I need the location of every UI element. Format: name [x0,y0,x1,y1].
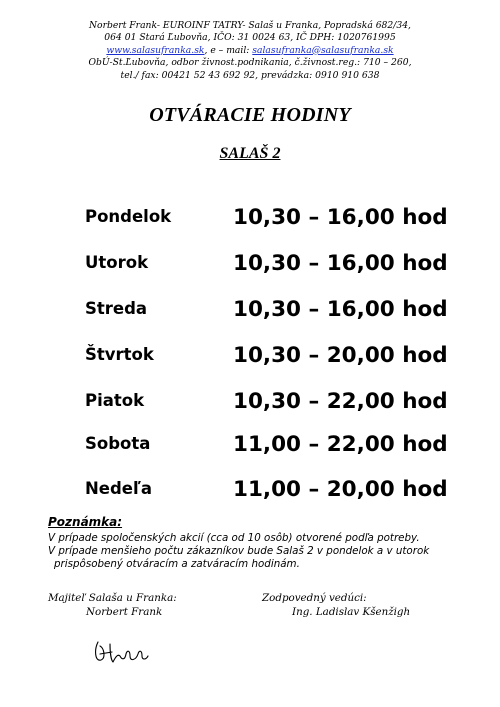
day-label: Utorok [85,253,149,272]
day-label: Sobota [85,434,151,453]
manager-name: Ing. Ladislav Kšenžigh [292,606,411,618]
day-label: Pondelok [85,207,172,226]
hours-value: 10,30 – 20,00 hod [233,343,448,368]
schedule-row [85,462,485,502]
header-line-1: Norbert Frank- EUROINF TATRY- Salaš u Franka, Popradská 682/34, [89,20,411,31]
schedule-row [85,328,485,368]
header-line-2: 064 01 Stará Ľubovňa, IČO: 31 0024 63, IČ DPH: 1020761995 [104,32,396,44]
header-line-3-text: , e – mail: [204,44,253,56]
hours-value: 11,00 – 20,00 hod [233,477,448,502]
day-label: Nedeľa [85,479,153,498]
page-title: OTVÁRACIE HODINY [149,104,351,126]
manager-block [262,591,410,619]
hours-value: 10,30 – 22,00 hod [233,389,448,414]
note-text [48,532,488,571]
hours-value: 11,00 – 22,00 hod [233,432,448,457]
page-subtitle: SALAŠ 2 [219,145,281,162]
note-line-3: prispôsobený otváracím a zatváracím hodinám. [54,558,300,570]
day-label: Štvrtok [85,345,154,364]
header-line-3 [0,45,500,57]
manager-role: Zodpovedný vedúci: [262,592,367,604]
owner-name: Norbert Frank [86,606,163,618]
note-title: Poznámka: [48,515,123,529]
schedule-row [85,236,485,276]
hours-value: 10,30 – 16,00 hod [233,205,448,230]
header-line-4: ObÚ-St.Ľubovňa, odbor živnost.podnikania, č.živnost.reg.: 710 – 260, [88,57,412,69]
schedule-row [85,374,485,414]
schedule-row [85,190,485,230]
owner-role: Majiteľ Salaša u Franka: [48,592,177,604]
header-line-5: tel./ fax: 00421 52 43 692 92, prevádzka: 0910 910 638 [120,69,380,81]
schedule-row [85,417,485,457]
signature-image [92,636,152,668]
website-link[interactable]: www.salasufranka.sk [106,44,205,56]
day-label: Piatok [85,391,145,410]
note-line-1: V prípade spoločenských akcií (cca od 10 osôb) otvorené podľa potreby. [48,532,420,544]
hours-value: 10,30 – 16,00 hod [233,251,448,276]
schedule-row [85,282,485,322]
hours-value: 10,30 – 16,00 hod [233,297,448,322]
email-link[interactable]: salasufranka@salasufranka.sk [252,44,394,56]
day-label: Streda [85,299,148,318]
company-header [0,20,500,82]
note-line-2: V prípade menšieho počtu zákazníkov bude Salaš 2 v pondelok a v utorok [48,545,430,557]
owner-block [48,591,177,619]
